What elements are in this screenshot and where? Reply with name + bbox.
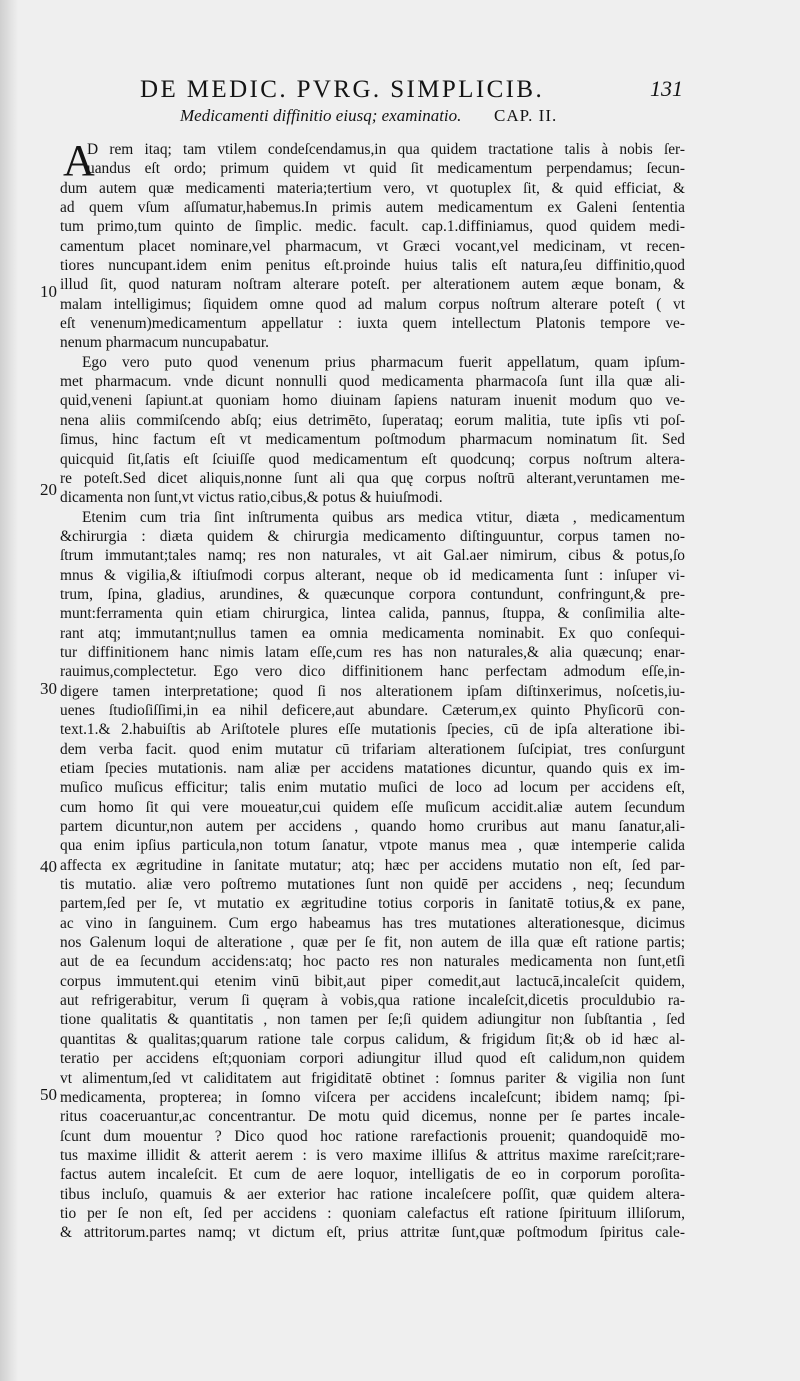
text-line: ritus coaceruantur,ac concentrantur. De motu quid dicemus, nonne per ſe partes incale- xyxy=(60,1108,685,1126)
text-line: corpus immutent.qui etenim vinū bibit,aut piper comedit,aut lactucā,incaleſcit quidem, xyxy=(60,972,685,990)
text-line: uenes ſtudioſiſſimi,in ea nihil deficere,aut abundare. Cæterum,ex quinto Phyſicorū con- xyxy=(60,701,685,719)
text-line: re poteſt.Sed dicet aliquis,nonne ſunt ali qua quę corpus noſtrū alterant,veruntamen me- xyxy=(60,469,685,487)
text-line: rant atq; immutant;nullus tamen ea omnia medicamenta nominabit. Ex quo conſequi- xyxy=(60,624,685,642)
text-line: &chirurgia : diæta quidem & chirurgia medicamento diſtinguuntur, corpus tamen no- xyxy=(60,527,685,545)
text-line: dicamenta non ſunt,vt victus ratio,cibus,& potus & huiuſmodi. xyxy=(60,489,443,507)
text-line: quicquid ſit,ſatis eſt ſciuiſſe quod medicamentum eſt quodcunq; corpus noſtrum altera- xyxy=(60,450,685,468)
text-line: nos Galenum loqui de alteratione , quæ per ſe fit, non autem de illa quæ eſt ratione partis; xyxy=(60,934,685,952)
margin-line-number: 50 xyxy=(40,1085,57,1104)
margin-line-number: 30 xyxy=(40,679,57,698)
text-line: text.1.& 2.habuiſtis ab Ariſtotele plures eſſe mutationis ſpecies, cū de ipſa alteratione ibi- xyxy=(60,721,685,739)
page-number: 131 xyxy=(650,76,683,101)
text-line: Ego vero puto quod venenum prius pharmacum fuerit appellatum, quam ipſum- xyxy=(82,353,685,371)
text-line: tus maxime illidit & atterit aerem : is vero maxime illiſus & attritus maxime rareſcit;rare- xyxy=(60,1146,685,1164)
text-line: ſtrum immutant;tales namq; res non naturales, vt ait Gal.aer nimirum, cibus & potus,ſo xyxy=(60,547,685,565)
chapter-title: Medicamenti diffinitio eiusq; examinatio. xyxy=(180,106,462,125)
text-line: tur diffinitionem hanc nimis latam eſſe,cum res has non naturales,& alia quæcunq; enar- xyxy=(60,643,685,661)
margin-line-number: 20 xyxy=(40,480,57,499)
text-line: D rem itaq; tam vtilem condeſcendamus,in qua quidem tractatione talis à nobis ſer- xyxy=(87,141,685,158)
text-line: cum homo ſit qui vere moueatur,cui quidem eſſe muſicum accidit.aliæ autem ſecundum xyxy=(60,798,685,816)
text-line: mnus & vigilia,& iſtiuſmodi corpus alterant, neque ob id medicamenta ſunt : inſuper vi- xyxy=(60,566,685,584)
text-line: rauimus,complectetur. Ego vero dico diffinitionem hanc perfectam admodum eſſe,in- xyxy=(60,663,685,681)
chapter-heading xyxy=(180,106,600,130)
margin-line-number: 10 xyxy=(40,282,57,301)
text-line: nenum pharmacum nuncupabatur. xyxy=(60,334,269,352)
text-line: dum autem quæ medicamenti materia;tertium vero, vt quotuplex ſit, & quid efficiat, & xyxy=(60,179,685,197)
body-text xyxy=(60,136,685,1243)
text-line: nena aliis commiſcendo abſq; eius detrimēto, ſuperataq; eorum malitia, tute ipſis vti poſ- xyxy=(60,411,685,429)
text-line: etiam ſpecies mutationis. nam aliæ per accidens matationes dicuntur, quando quis ex im- xyxy=(60,760,685,777)
text-line: dem verba facit. quod enim mutatur cū trifariam alterationem ſuſcipiat, tres conſurgunt xyxy=(60,740,685,758)
text-line: teratio per accidens eſt;quoniam corpori adiungitur illud quod eſt calidum,non quidem xyxy=(60,1050,685,1068)
text-line: aut de ea ſecundum accidens:atq; hoc pacto res non naturales medicamenta non ſunt,etſi xyxy=(60,953,685,971)
text-line: trum, ſpina, gladius, arundines, & quæcunque corpora contundunt, confringunt,& pre- xyxy=(60,585,685,603)
text-line: ſimus, hinc factum eſt vt medicamentum poſtmodum pharmacum nominatum ſit. Sed xyxy=(60,431,685,449)
text-line: factus autem incaleſcit. Et cum de aere loquor, intelligatis de eo in corporum poroſita- xyxy=(60,1166,685,1184)
text-line: tiores nuncupant.idem enim penitus eſt.proinde huius talis eſt natura,ſeu diffinitio,quod xyxy=(60,257,685,275)
text-line: & attritorum.partes namq; vt dictum eſt, prius attritæ ſunt,quæ poſtmodum ſpiritus cale- xyxy=(60,1224,685,1242)
text-line: qua enim ipſius particula,non totum ſanatur, vtpote manus mea , quæ intemperie calida xyxy=(60,837,685,855)
margin-line-number: 40 xyxy=(40,857,57,876)
text-line: medicamenta, propterea; in ſomno viſcera per accidens incaleſcunt; ibidem namq; ſpi- xyxy=(60,1088,685,1106)
text-line: tione qualitatis & quantitatis , non tamen per ſe;ſi quidem adiungitur non ſubſtantia , ſed xyxy=(60,1011,685,1029)
text-line: quantitas & qualitas;quarum ratione tale corpus calidum, & frigidum ſit;& ob id hæc al- xyxy=(60,1030,685,1048)
text-line: digere tamen interpretatione; quod ſi nos alterationem ipſam diſtinxerimus, noſcetis,iu- xyxy=(60,682,685,700)
text-line: illud ſit, quod naturam noſtram alterare poteſt. per alterationem autem æque bonam, & xyxy=(60,276,685,294)
text-line: ſcunt dum mouentur ? Dico quod hoc ratione rarefactionis prouenit; quandoquidē mo- xyxy=(60,1127,685,1145)
text-line: tio per ſe non eſt, ſed per accidens : quoniam calefactus eſt ratione ſpirituum illiſorum, xyxy=(60,1204,685,1222)
text-line: tis mutatio. aliæ vero poſtremo mutationes ſunt non quidē per accidens , neq; ſecundum xyxy=(60,876,685,894)
text-line: quid,veneni ſapiunt.at quoniam homo diuinam ſapiens naturam inuenit modum quo ve- xyxy=(60,392,685,410)
text-line: partem dicuntur,non autem per accidens , quando homo cruribus aut manu ſanatur,ali- xyxy=(60,818,685,836)
drop-cap-initial: A xyxy=(63,136,95,185)
text-line: ac vino in ſanguinem. Cum ergo habeamus has tres mutationes alterationesque, dicimus xyxy=(60,914,685,932)
text-line: ad quem vſum aſſumatur,habemus.In primis autem medicamentum ex Galeni ſententia xyxy=(60,199,685,217)
text-line: munt:ferramenta quin etiam chirurgica, lintea calida, pannus, ſtuppa, & conſimilia alte- xyxy=(60,605,685,623)
text-line: muſico muſicus efficitur; talis enim mutatio muſici de loco ad locum per accidens eſt, xyxy=(60,779,685,797)
text-line: tum primo,tum quinto de ſimplic. medic. facult. cap.1.diffiniamus, quod quidem medi- xyxy=(60,218,685,236)
running-title: DE MEDIC. PVRG. SIMPLICIB. xyxy=(140,76,545,103)
text-line: malam intelligimus; ſiquidem omne quod ad malum corpus noſtrum alterare poteſt ( vt xyxy=(60,295,685,313)
text-line: Etenim cum tria ſint inſtrumenta quibus ars medica vtitur, diæta , medicamentum xyxy=(82,508,685,526)
text-line: eſt venenum)medicamentum appellatur : iuxta quem intellectum Platonis tempore ve- xyxy=(60,315,685,333)
text-line: met pharmacum. vnde dicunt nonnulli quod medicamenta pharmacoſa ſunt illa quæ ali- xyxy=(60,373,685,391)
text-line: uandus eſt ordo; primum quidem vt quid ſit medicamentum perpendamus; ſecun- xyxy=(87,160,685,178)
text-line: tibus incluſo, quamuis & aer exterior hac ratione incaleſcere poſſit, quæ quidem altera- xyxy=(60,1185,685,1203)
chapter-number: CAP. II. xyxy=(494,106,558,125)
text-line: aut refrigerabitur, verum ſi quęram à vobis,qua ratione incaleſcit,dicetis proculdubio ra- xyxy=(60,992,685,1010)
text-line: affecta ex ægritudine in ſanitate mutatur; atq; hæc per accidens mutatio non eſt, ſed par- xyxy=(60,856,685,874)
page-header xyxy=(140,76,700,104)
text-line: partem,ſed per ſe, vt mutatio ex ægritudine totius corporis in ſanitatē totius,& ex pane, xyxy=(60,895,685,913)
text-line: vt alimentum,ſed vt caliditatem aut frigiditatē obtinet : ſomnus pariter & vigilia non ſunt xyxy=(60,1069,685,1087)
text-line: camentum placet nominare,vel pharmacum, vt Græci vocant,vel medicinam, vt recen- xyxy=(60,237,685,255)
page-gutter-shadow xyxy=(0,0,18,1381)
